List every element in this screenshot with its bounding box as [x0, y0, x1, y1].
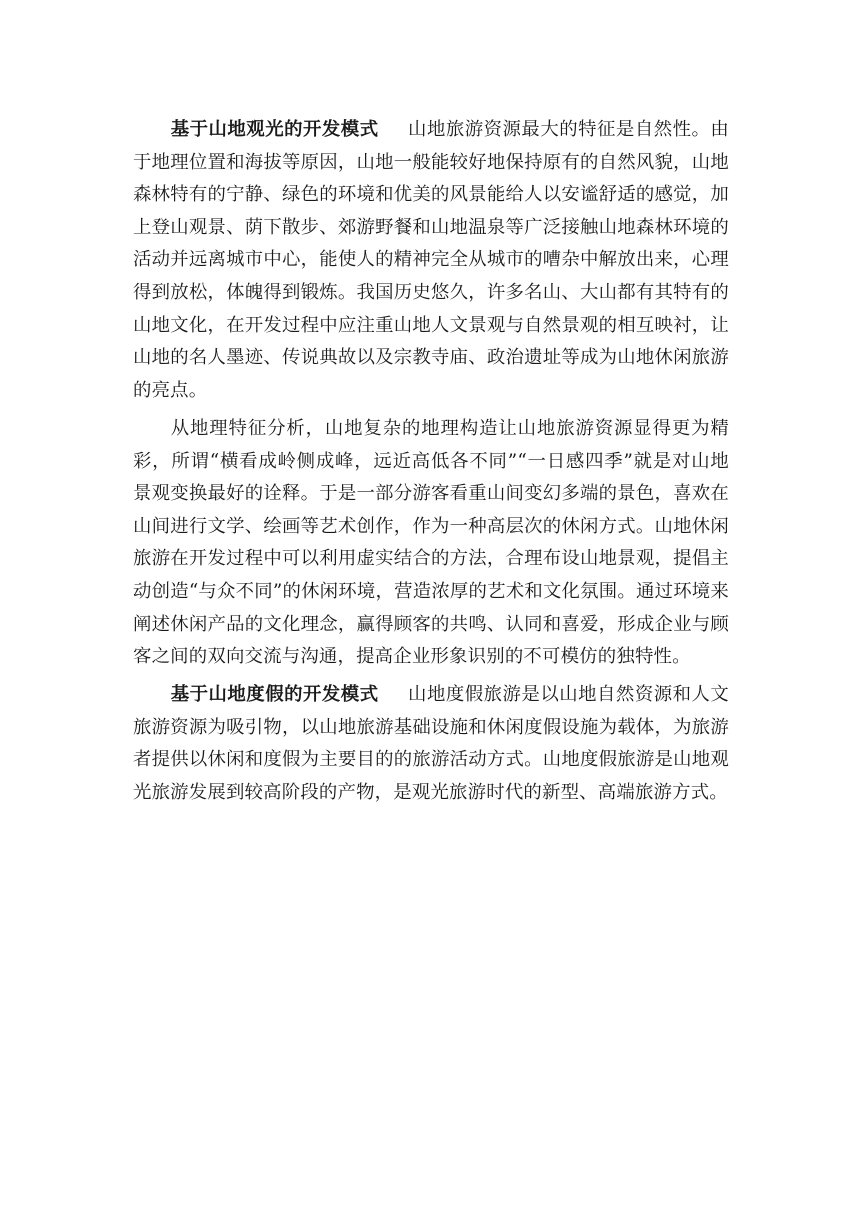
section-heading: 基于山地度假的开发模式: [170, 684, 379, 706]
paragraph-text: 山地度假旅游是以山地自然资源和人文旅游资源为吸引物，以山地旅游基础设施和休闲度假设施为载体，为旅游者提供以休闲和度假为主要目的的旅游活动方式。山地度假旅游是山地观光旅游发展到较高阶段的产物，是观光旅游时代的新型、高端旅游方式。: [133, 684, 730, 804]
section-heading: 基于山地观光的开发模式: [170, 119, 379, 140]
paragraph-text: 从地理特征分析，山地复杂的地理构造让山地旅游资源显得更为精彩，所谓“横看成岭侧成峰，远近高低各不同”“一日感四季”就是对山地景观变换最好的诠释。于是一部分游客看重山间变幻多端的景色，喜欢在山间进行文学、绘画等艺术创作，作为一种高层次的休闲方式。山地休闲旅游在开发过程中可以利用虚实结合的方法，合理布设山地景观，提倡主动创造“与众不同”的休闲环境，营造浓厚的艺术和文化氛围。通过环境来阐述休闲产品的文化理念，赢得顾客的共鸣、认同和喜爱，形成企业与顾客之间的双向交流与沟通，提高企业形象识别的不可模仿的独特性。: [133, 417, 729, 668]
paragraph-text: 山地旅游资源最大的特征是自然性。由于地理位置和海拔等原因，山地一般能较好地保持原有的自然风貌，山地森林特有的宁静、绿色的环境和优美的风景能给人以安谧舒适的感觉，加上登山观景、荫下散步、郊游野餐和山地温泉等广泛接触山地森林环境的活动并远离城市中心，能使人的精神完全从城市的嘈杂中解放出来，心理得到放松，体魄得到锻炼。我国历史悠久，许多名山、大山都有其特有的山地文化，在开发过程中应注重山地人文景观与自然景观的相互映衬，让山地的名人墨迹、传说典故以及宗教寺庙、政治遗址等成为山地休闲旅游的亮点。: [133, 119, 730, 401]
paragraph-mountain-resort: [133, 679, 729, 809]
paragraph-mountain-sightseeing: [133, 114, 729, 407]
document-page: [133, 114, 729, 815]
paragraph-geographic-features: [133, 413, 729, 674]
